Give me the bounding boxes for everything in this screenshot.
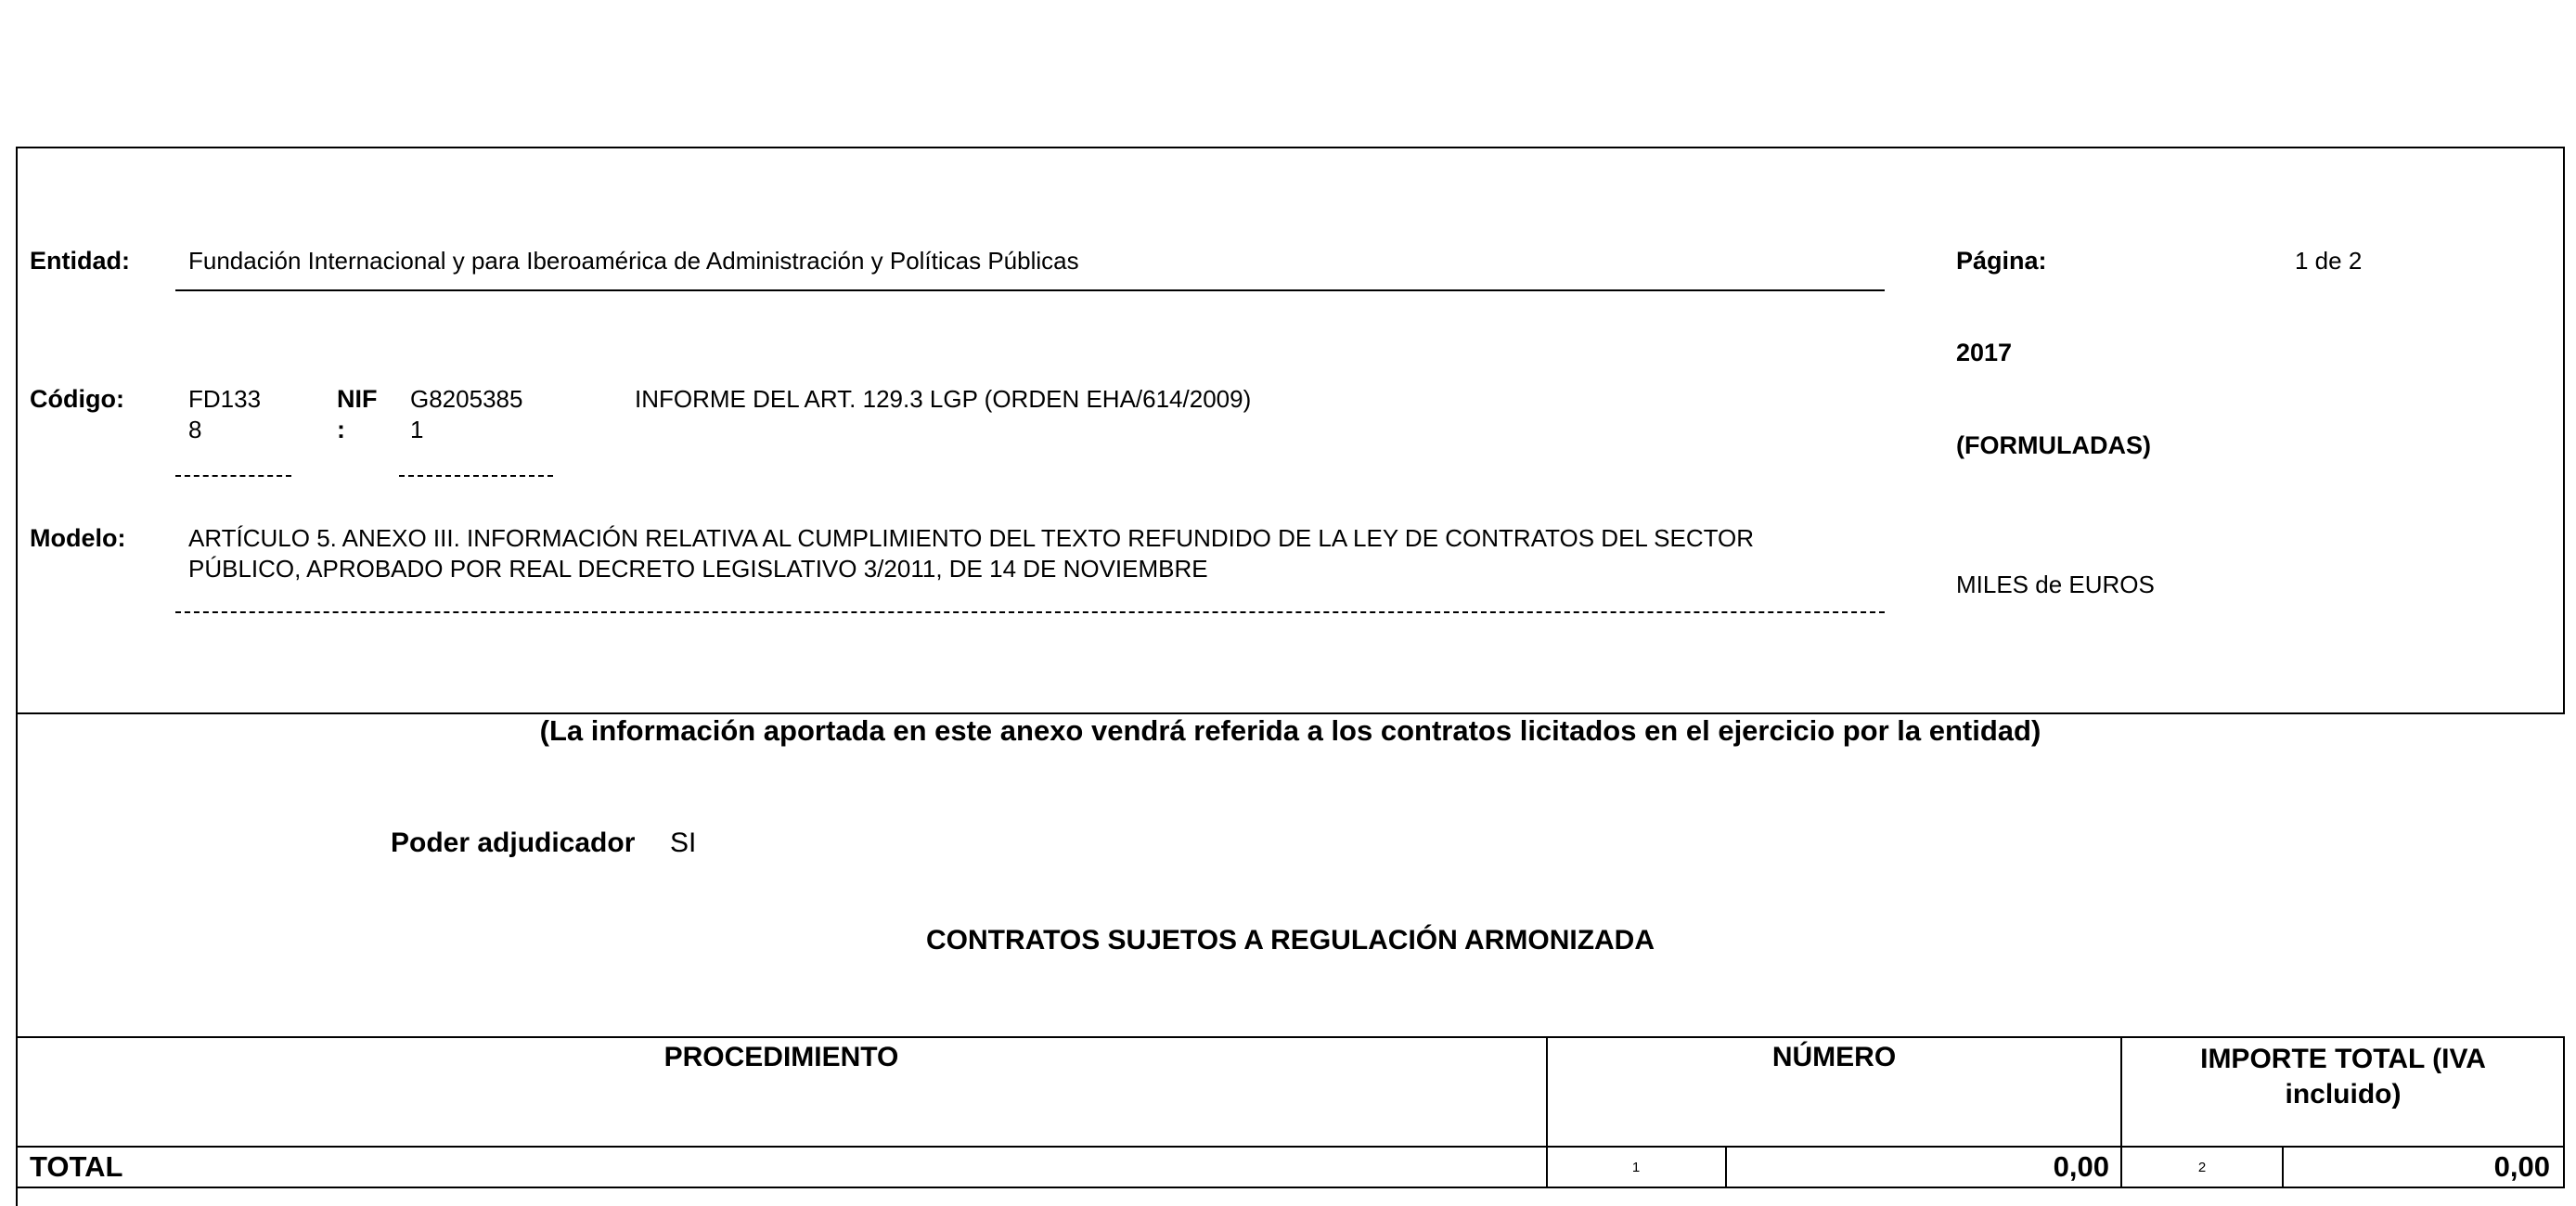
col-header-importe-line1: IMPORTE TOTAL (IVA: [2200, 1044, 2486, 1074]
total-row-top: [16, 1146, 2565, 1148]
modelo-label: Modelo:: [30, 524, 126, 552]
nif-value-line1: G8205385: [410, 385, 523, 413]
entidad-value: Fundación Internacional y para Iberoamérica de Administración y Políticas Públicas: [188, 247, 1079, 275]
numero-value: 0,00: [2053, 1150, 2109, 1183]
poder-value: SI: [670, 828, 697, 858]
total-row-bottom: [16, 1187, 2565, 1188]
modelo-underline: [175, 611, 1885, 613]
note-text: (La información aportada en este anexo vendrá referida a los contratos licitados en el ejercicio por la entidad): [539, 714, 2041, 747]
numero-ref: 1: [1631, 1160, 1641, 1175]
codigo-underline: [175, 475, 291, 477]
col-header-numero: NÚMERO: [1771, 1042, 1897, 1072]
body-left-border: [16, 712, 18, 1206]
modelo-line2: PÚBLICO, APROBADO POR REAL DECRETO LEGISLATIVO 3/2011, DE 14 DE NOVIEMBRE: [188, 555, 1208, 583]
nif-underline: [399, 475, 553, 477]
unidad-label: MILES de EUROS: [1956, 571, 2155, 598]
nif-label-line2: :: [337, 416, 345, 443]
nif-label-line1: NIF: [337, 385, 378, 413]
year: 2017: [1956, 339, 2013, 366]
codigo-value-line1: FD133: [188, 385, 262, 413]
total-label: TOTAL: [30, 1150, 123, 1183]
col-header-importe-line2: incluido): [2285, 1079, 2402, 1110]
nif-value-line2: 1: [410, 416, 424, 443]
importe-value: 0,00: [2493, 1150, 2550, 1183]
codigo-value-line2: 8: [188, 416, 202, 443]
formuladas-label: (FORMULADAS): [1956, 431, 2151, 459]
importe-ref: 2: [2197, 1160, 2207, 1175]
col-header-importe: [2122, 1042, 2564, 1112]
pagina-value: 1 de 2: [2295, 247, 2363, 275]
section-title: CONTRATOS SUJETOS A REGULACIÓN ARMONIZADA: [925, 925, 1655, 956]
entidad-label: Entidad:: [30, 247, 130, 275]
col-header-procedimiento: PROCEDIMIENTO: [663, 1042, 899, 1072]
entidad-underline: [175, 289, 1885, 291]
table-top-border: [16, 1036, 2565, 1038]
modelo-line1: ARTÍCULO 5. ANEXO III. INFORMACIÓN RELATIVA AL CUMPLIMIENTO DEL TEXTO REFUNDIDO DE LA LEY DE CONTRATOS DEL SECTOR: [188, 524, 1755, 552]
pagina-label: Página:: [1956, 247, 2047, 275]
codigo-label: Código:: [30, 385, 124, 413]
informe-title: INFORME DEL ART. 129.3 LGP (ORDEN EHA/614/2009): [635, 385, 1252, 413]
header-box: [16, 147, 2565, 714]
poder-label: Poder adjudicador: [391, 828, 636, 858]
